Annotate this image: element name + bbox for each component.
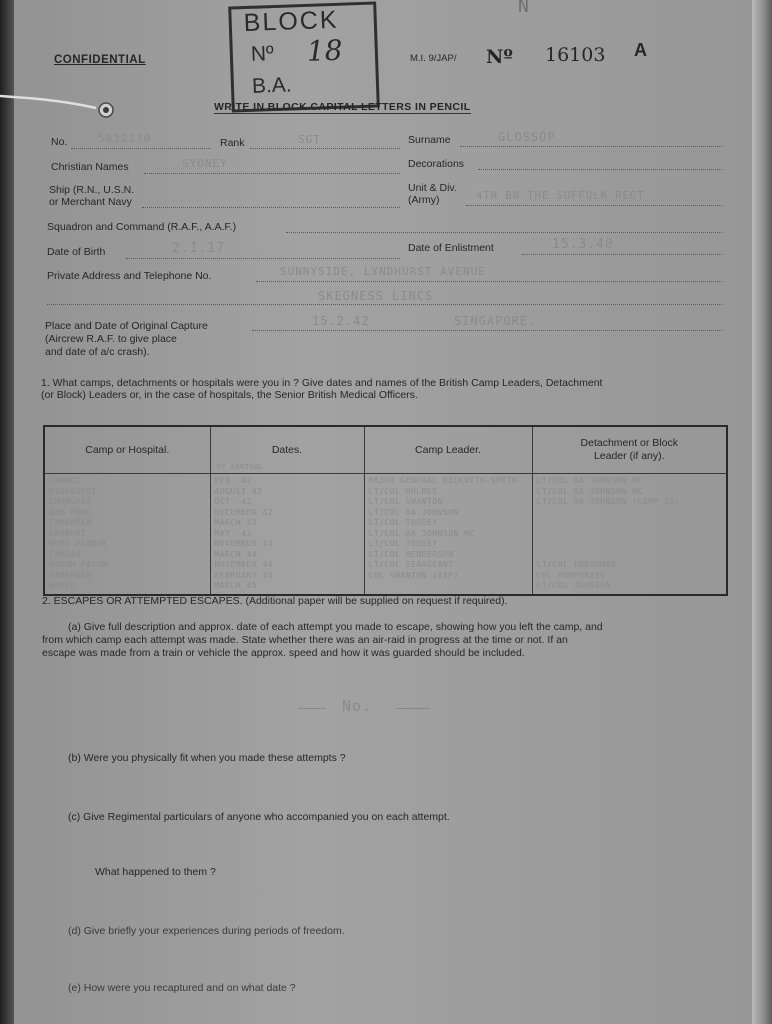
camps-list: CHANGI KINKASEKI CHUNGKAI BAN PONG TAMARKAN KANBURI NONG PLADUK TAMUAN NAKOM PATOM TAMARKAN WAMPO [49,476,108,590]
surname-label: Surname [408,134,451,146]
capture-place: SINGAPORE. [454,314,537,328]
page-edge [752,0,772,1024]
question-1-line-2: (or Block) Leaders or, in the case of hospitals, the Senior British Medical Officers. [41,389,418,401]
date-of-birth-label: Date of Birth [47,246,106,258]
detachment-cell [532,474,727,595]
question-2c-followup: What happened to them ? [95,866,216,878]
table-row [44,474,727,595]
question-2e: (e) How were you recaptured and on what date ? [68,982,296,994]
question-2a-line-2: from which camp each attempt was made. State whether there was an air-raid in progress at the time or not. If an [42,634,568,646]
header-detachment-leader: Detachment or Block Leader (if any). [532,426,727,474]
unit-value: 4TH BN THE SUFFOLK REGT [476,190,645,202]
stamp-block-number: 18 [306,33,344,68]
rank-label: Rank [220,137,245,149]
date-of-birth-value: 2.1.17 [172,241,225,256]
camps-table [43,425,728,596]
dates-subheading: OF ARRIVAL [216,463,264,471]
table-header-row [44,426,727,474]
stamp-line-2: Nº [250,42,275,66]
corner-mark: N [518,0,530,17]
binding-string-icon [0,88,124,122]
ship-label-2: or Merchant Navy [49,196,132,208]
rank-value: SGT [298,133,321,146]
capture-label-2: (Aircrew R.A.F. to give place [45,333,177,345]
pencil-instruction: WRITE IN BLOCK CAPITAL LETTERS IN PENCIL [214,101,471,113]
block-stamp [228,1,380,112]
binding-shadow [0,0,14,1024]
stamp-line-1: BLOCK [243,5,339,38]
question-2b: (b) Were you physically fit when you made these attempts ? [68,752,346,764]
dates-list: FEB 42 AUGUST 42 OCT 42 DECEMBER 42 MARCH 43 MAY 43 NOVEMBER 43 MARCH 44 NOVEMBER 44 FEBRUARY 45 MARCH 45 [214,476,273,590]
header-camp-leader: Camp Leader. [364,426,532,474]
capture-date: 15.2.42 [312,314,370,328]
form-number: 16103 [545,44,606,66]
surname-value: GLOSSOP [498,130,556,144]
leaders-cell [364,474,532,595]
header-camp-or-hospital: Camp or Hospital. [44,426,210,474]
address-line-2: SKEGNESS LINCS [318,289,434,303]
form-number-label: Nº [486,46,513,68]
question-2a-line-1: (a) Give full description and approx. date of each attempt you made to escape, showing how you left the camp, and [68,621,603,633]
unit-label-1: Unit & Div. [408,182,457,194]
christian-names-label: Christian Names [51,161,129,173]
capture-label-1: Place and Date of Original Capture [45,320,208,332]
service-number: 5832170 [98,132,152,145]
capture-label-3: and date of a/c crash). [45,346,150,358]
stamp-line-3: B.A. [251,73,293,98]
decorations-label: Decorations [408,158,465,170]
ship-label-1: Ship (R.N., U.S.N. [49,184,135,196]
detachment-leaders-list: LT/COL OA JOHNSON MC LT/COL OA JOHNSON MC LT/COL OA JOHNSON (CAMP 3A) LT/COL FRESHMAN COL HUMPHRIES LT/COL JOHNSON [536,476,681,590]
header-dates: Dates. [210,426,364,474]
question-2d: (d) Give briefly your experiences during periods of freedom. [68,925,345,937]
squadron-label: Squadron and Command (R.A.F., A.A.F.) [47,221,237,233]
confidential-label: CONFIDENTIAL [54,54,146,66]
no-label: No. [51,136,68,148]
question-2a-line-3: escape was made from a train or vehicle the approx. speed and how it was guarded should be included. [42,647,525,659]
christian-names-value: SYDNEY [182,157,228,170]
address-line-1: SUNNYSIDE, LYNDHURST AVENUE [280,265,486,278]
form-suffix: A [634,40,647,60]
form-reference: M.I. 9/JAP/ [410,53,457,64]
address-label: Private Address and Telephone No. [47,270,212,282]
camp-leaders-list: MAJOR GENERAL BECKWITH-SMITH LT/COL HOLMES LT/COL SWANTON LT/COL OA JOHNSON LT/COL TOOSEY LT/COL OA JOHNSON MC LT/COL TOOSEY LT/COL HENDERSON LT/COL SEARGEANT COL SWANTON (AIF) [368,476,518,580]
date-of-enlistment-label: Date of Enlistment [408,242,494,254]
date-of-enlistment-value: 15.3.40 [552,237,614,252]
camps-cell [44,474,210,595]
question-2a-answer: No. [342,697,373,715]
question-1-line-1: 1. What camps, detachments or hospitals were you in ? Give dates and names of the British Camp Leaders, Detachment [41,377,603,389]
dates-cell [210,463,364,595]
question-2-title: 2. ESCAPES OR ATTEMPTED ESCAPES. (Additional paper will be supplied on request if required). [42,595,508,607]
unit-label-2: (Army) [408,194,440,206]
question-2c: (c) Give Regimental particulars of anyone who accompanied you on each attempt. [68,811,450,823]
